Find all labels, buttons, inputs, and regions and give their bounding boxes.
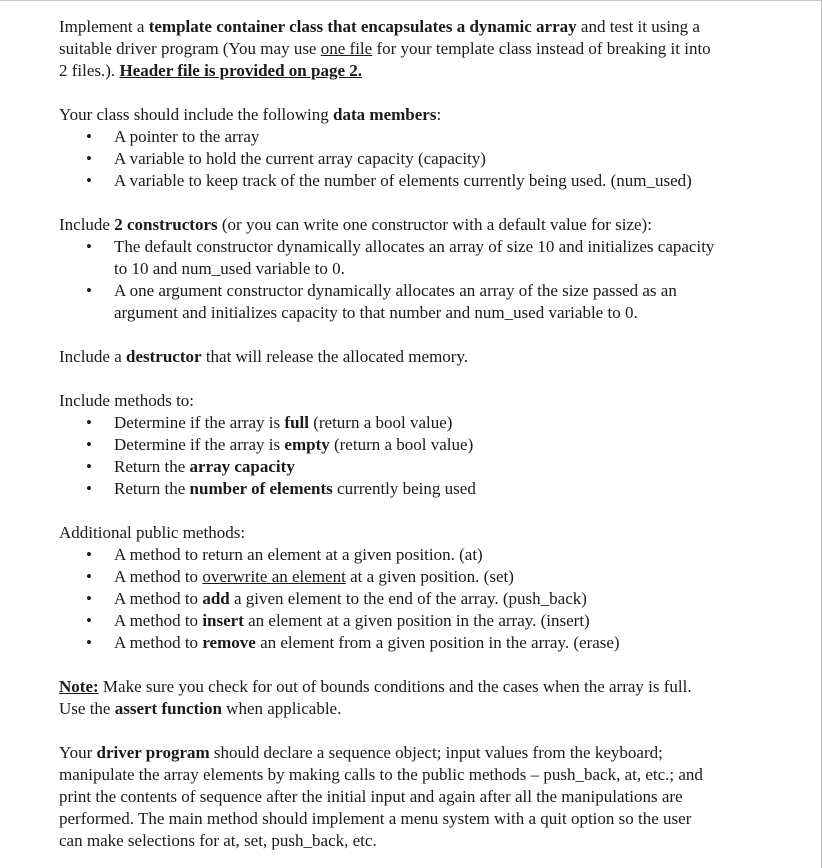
list-item xyxy=(59,478,719,500)
intro-text: Implement a xyxy=(59,17,149,36)
list-item-text: A variable to hold the current array capacity (capacity) xyxy=(114,149,486,168)
list-item-text: A variable to keep track of the number of elements currently being used. (num_used) xyxy=(114,171,692,190)
list-item xyxy=(59,236,719,280)
list-item-bold: insert xyxy=(202,611,244,630)
list-item-text: currently being used xyxy=(332,479,476,498)
bullet-icon: • xyxy=(86,479,92,498)
bullet-icon: • xyxy=(86,589,92,608)
heading-text: Include xyxy=(59,215,115,234)
list-item xyxy=(59,566,719,588)
list-item-bold: remove xyxy=(202,633,256,652)
list-item xyxy=(59,588,719,610)
list-item xyxy=(59,456,719,478)
public-methods-list xyxy=(59,544,719,654)
list-item xyxy=(59,544,719,566)
assignment-text xyxy=(59,16,719,852)
constructors-heading xyxy=(59,214,719,236)
constructors-list xyxy=(59,236,719,324)
list-item-text: A pointer to the array xyxy=(114,127,260,146)
bullet-icon: • xyxy=(86,435,92,454)
data-members-list xyxy=(59,126,719,192)
heading-text: : xyxy=(436,105,442,124)
data-members-heading xyxy=(59,104,719,126)
bullet-icon: • xyxy=(86,611,92,630)
driver-paragraph xyxy=(59,742,719,852)
list-item xyxy=(59,632,719,654)
list-item-text: a given element to the end of the array. (push_back) xyxy=(229,589,587,608)
list-item xyxy=(59,610,719,632)
intro-bold: template container class that encapsulates a dynamic array xyxy=(148,17,577,36)
list-item xyxy=(59,280,719,324)
heading-bold: 2 constructors xyxy=(114,215,218,234)
data-members-section xyxy=(59,104,719,192)
list-item-bold: add xyxy=(202,589,230,608)
public-methods-heading: Additional public methods: xyxy=(59,523,246,542)
list-item-text: A method to xyxy=(114,611,203,630)
methods-list xyxy=(59,412,719,500)
bullet-icon: • xyxy=(86,149,92,168)
note-label: Note: xyxy=(59,677,99,696)
list-item-text: an element from a given position in the array. (erase) xyxy=(255,633,620,652)
list-item-text: Determine if the array is xyxy=(114,413,285,432)
destructor-paragraph xyxy=(59,346,719,368)
list-item xyxy=(59,170,719,192)
intro-paragraph xyxy=(59,16,719,82)
destructor-bold: destructor xyxy=(126,347,202,366)
intro-text: and test it using a suitable driver program (You may use xyxy=(59,17,700,58)
list-item-text: A method to return an element at a given position. (at) xyxy=(114,545,483,564)
list-item-text: (return a bool value) xyxy=(308,413,453,432)
list-item xyxy=(59,412,719,434)
bullet-icon: • xyxy=(86,171,92,190)
list-item-bold: empty xyxy=(284,435,330,454)
list-item-bold: number of elements xyxy=(189,479,333,498)
list-item xyxy=(59,148,719,170)
heading-text: Your class should include the following xyxy=(59,105,334,124)
list-item-bold: full xyxy=(284,413,309,432)
note-bold: assert function xyxy=(114,699,222,718)
public-methods-section xyxy=(59,522,719,654)
bullet-icon: • xyxy=(86,633,92,652)
list-item-text: Return the xyxy=(114,457,190,476)
list-item-text: Determine if the array is xyxy=(114,435,285,454)
list-item xyxy=(59,126,719,148)
list-item xyxy=(59,434,719,456)
bullet-icon: • xyxy=(86,457,92,476)
list-item-text: The default constructor dynamically allocates an array of size 10 and initializes capacity to 10 and num_used variable to 0. xyxy=(114,237,715,278)
constructors-section xyxy=(59,214,719,324)
intro-underline: one file xyxy=(320,39,373,58)
driver-text: should declare a sequence object; input values from the keyboard; manipulate the array elements by making calls to the public methods – push_back, at, etc.; and print the contents of sequence after the initial input and again after all the manipulations are performed. The main method should implement a menu system with a quit option so the user can make selections for at, set, push_back, etc. xyxy=(59,743,703,850)
list-item-bold: array capacity xyxy=(189,457,295,476)
bullet-icon: • xyxy=(86,127,92,146)
destructor-text: Include a xyxy=(59,347,127,366)
methods-heading: Include methods to: xyxy=(59,391,195,410)
note-text: Make sure you check for out of bounds conditions and the cases when the array is full. Use the xyxy=(59,677,692,718)
destructor-text: that will release the allocated memory. xyxy=(201,347,469,366)
bullet-icon: • xyxy=(86,567,92,586)
heading-bold: data members xyxy=(333,105,437,124)
list-item-text: (return a bool value) xyxy=(329,435,474,454)
list-item-text: Return the xyxy=(114,479,190,498)
list-item-text: A one argument constructor dynamically allocates an array of the size passed as an argument and initializes capacity to that number and num_used variable to 0. xyxy=(114,281,677,322)
intro-text: for your template class instead of breaking it into 2 files.). xyxy=(59,39,711,80)
header-file-note: Header file is provided on page 2. xyxy=(119,61,363,80)
methods-section xyxy=(59,390,719,500)
bullet-icon: • xyxy=(86,545,92,564)
note-text: when applicable. xyxy=(221,699,342,718)
list-item-text: A method to xyxy=(114,633,203,652)
note-paragraph xyxy=(59,676,719,720)
bullet-icon: • xyxy=(86,413,92,432)
list-item-text: at a given position. (set) xyxy=(345,567,514,586)
list-item-text: an element at a given position in the array. (insert) xyxy=(243,611,590,630)
list-item-text: A method to xyxy=(114,589,203,608)
driver-text: Your xyxy=(59,743,97,762)
bullet-icon: • xyxy=(86,281,92,300)
list-item-text: A method to xyxy=(114,567,203,586)
driver-bold: driver program xyxy=(96,743,210,762)
list-item-underline: overwrite an element xyxy=(202,567,346,586)
bullet-icon: • xyxy=(86,237,92,256)
heading-text: (or you can write one constructor with a default value for size): xyxy=(217,215,652,234)
